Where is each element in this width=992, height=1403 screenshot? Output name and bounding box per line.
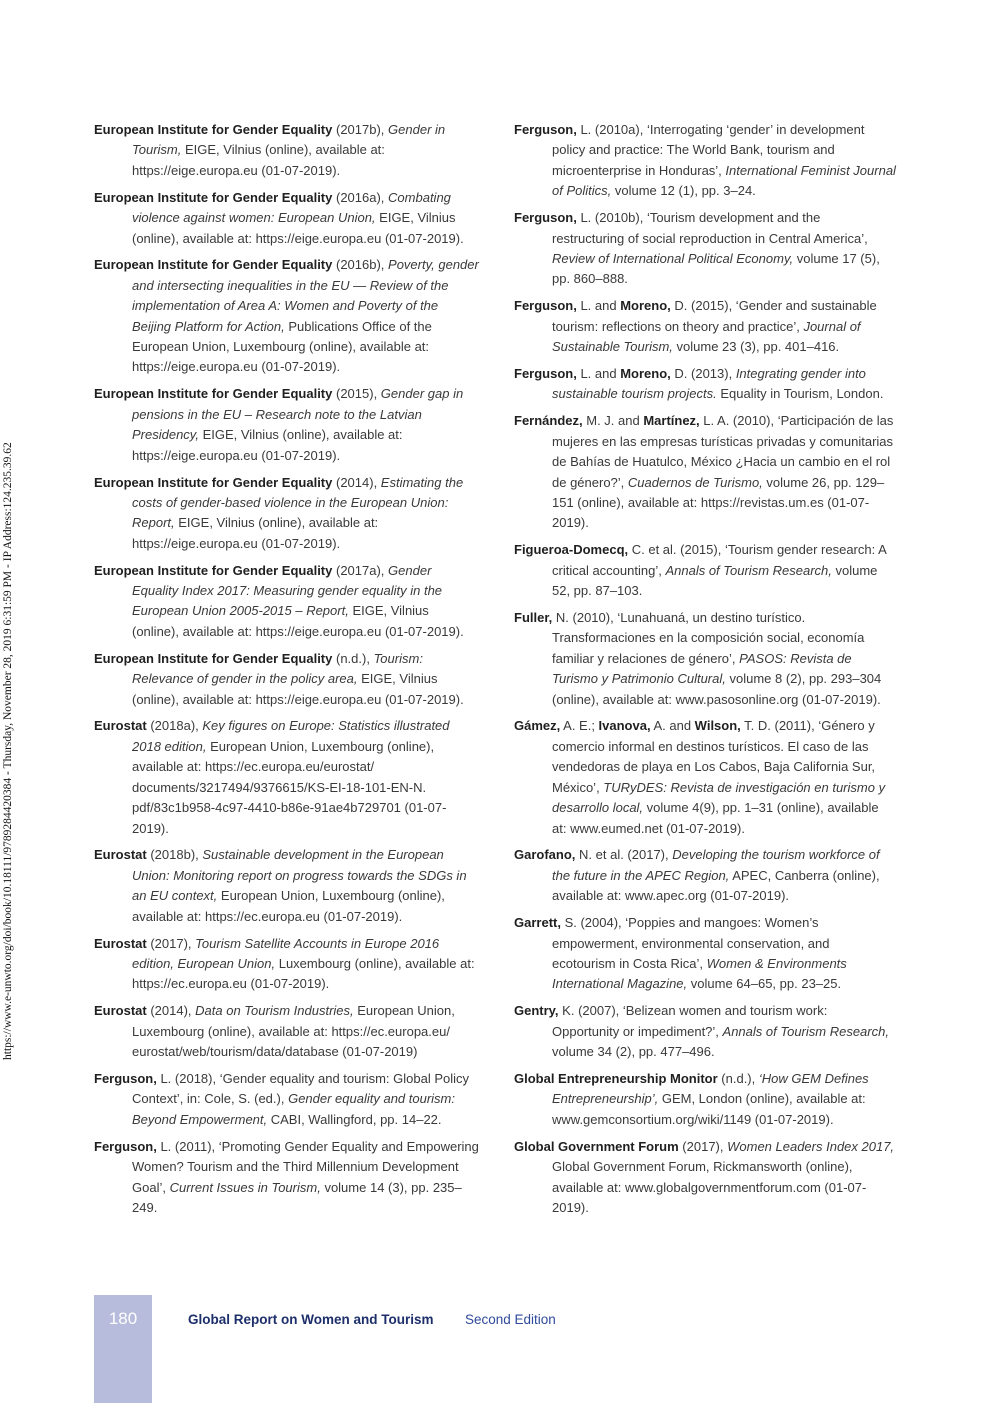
reference-entry: Garofano, N. et al. (2017), Developing the tourism workforce of the future in the APEC Region, APEC, Canberra (online), available at: www.apec.org (01-07-2019). bbox=[514, 847, 880, 904]
reference-entry: Ferguson, L. (2011), ‘Promoting Gender Equality and Empowering Women? Tourism and the Third Millennium Development Goal’, Current Issues in Tourism, volume 14 (3), pp. 235–249. bbox=[94, 1138, 479, 1215]
reference-entry: Global Entrepreneurship Monitor (n.d.), ‘How GEM Defines Entrepreneurship’, GEM, London (online), available at: www.gemconsortium.org/wiki/1149 (01-07-2019). bbox=[514, 1070, 869, 1127]
reference-entry: Garrett, S. (2004), ‘Poppies and mangoes: Women’s empowerment, environmental conservation, and ecotourism in Costa Rica’, Women & Environments International Magazine, volume 64–65, pp. 23–25. bbox=[514, 915, 847, 992]
reference-entry: Ferguson, L. (2010a), ‘Interrogating ‘gender’ in development policy and practice: The World Bank, tourism and microenterprise in Honduras’, International Feminist Journal of Politics, volume 12 (1), pp. 3–24. bbox=[514, 122, 896, 199]
reference-entry: Fuller, N. (2010), ‘Lunahuaná, un destino turístico. Transformaciones en la composición social, economía familiar y relaciones de género’, PASOS: Revista de Turismo y Patrimonio Cultural, volume 8 (2), pp. 293–304 (online), available at: www.pasosonline.org (01-07-2019). bbox=[514, 609, 882, 707]
reference-entry: Figueroa-Domecq, C. et al. (2015), ‘Tourism gender research: A critical accounting’, Annals of Tourism Research, volume 52, pp. 87–103. bbox=[514, 542, 887, 599]
reference-entry: Fernández, M. J. and Martínez, L. A. (2010), ‘Participación de las mujeres en las empresas turísticas privadas y comunitarias de Bahías de Huatulco, México ¿Hacia un cambio en el rol de género?’, Cuadernos de Turismo, volume 26, pp. 129–151 (online), available at: https://revistas.um.es (01-07-2019). bbox=[514, 413, 894, 531]
reference-entry: Eurostat (2017), Tourism Satellite Accounts in Europe 2016 edition, European Union, Luxembourg (online), available at: https://ec.europa.eu (01-07-2019). bbox=[94, 935, 475, 992]
reference-entry: European Institute for Gender Equality (2015), Gender gap in pensions in the EU – Research note to the Latvian Presidency, EIGE, Vilnius (online), available at: https://eige.europa.eu (01-07-2019). bbox=[94, 386, 464, 463]
page-number: 180 bbox=[108, 1309, 138, 1328]
references-right-column bbox=[514, 120, 896, 1225]
reference-entry: Eurostat (2018a), Key figures on Europe: Statistics illustrated 2018 edition, European Union, Luxembourg (online), available at: https://ec.europa.eu/eurostat/ documents/3217494/9376615/KS-EI-18-101-EN-N. pdf/83c1b958-4c97-4410-b86e-91ae4b729701 (01-07-2019). bbox=[94, 718, 450, 836]
reference-entry: European Institute for Gender Equality (2016b), Poverty, gender and intersecting inequalities in the EU — Review of the implementation of Area A: Women and Poverty of the Beijing Platform for Action, Publications Office of the European Union, Luxembourg (online), available at: https://eige.europa.eu (01-07-2019). bbox=[94, 257, 479, 375]
reference-entry: European Institute for Gender Equality (2014), Estimating the costs of gender-based violence in the European Union: Report, EIGE, Vilnius (online), available at: https://eige.europa.eu (01-07-2019). bbox=[94, 474, 464, 551]
reference-entry: European Institute for Gender Equality (2016a), Combating violence against women: European Union, EIGE, Vilnius (online), available at: https://eige.europa.eu (01-07-2019). bbox=[94, 189, 464, 246]
access-watermark: https://www.e-unwto.org/doi/book/10.18111/9789284420384 - Thursday, November 28, 2019 6:31:59 PM - IP Address:124.235.39.62 bbox=[2, 442, 14, 1060]
reference-entry: European Institute for Gender Equality (2017b), Gender in Tourism, EIGE, Vilnius (online), available at: https://eige.europa.eu (01-07-2019). bbox=[94, 122, 446, 178]
reference-entry: Gentry, K. (2007), ‘Belizean women and tourism work: Opportunity or impediment?’, Annals of Tourism Research, volume 34 (2), pp. 477–496. bbox=[514, 1003, 889, 1060]
reference-entry: Gámez, A. E.; Ivanova, A. and Wilson, T. D. (2011), ‘Género y comercio informal en destinos turísticos. El caso de las vendedoras de playa en Los Cabos, Baja California Sur, México’, TURyDES: Revista de investigación en turismo y desarrollo local, volume 4(9), pp. 1–31 (online), available at: www.eumed.net (01-07-2019). bbox=[514, 718, 886, 836]
reference-entry: Eurostat (2014), Data on Tourism Industries, European Union, Luxembourg (online), available at: https://ec.europa.eu/ eurostat/web/tourism/data/database (01-07-2019) bbox=[94, 1003, 455, 1060]
page-number-box bbox=[94, 1295, 152, 1403]
reference-entry: European Institute for Gender Equality (n.d.), Tourism: Relevance of gender in the policy area, EIGE, Vilnius (online), available at: https://eige.europa.eu (01-07-2019). bbox=[94, 650, 464, 707]
reference-entry: European Institute for Gender Equality (2017a), Gender Equality Index 2017: Measuring gender equality in the European Union 2005-2015 – Report, EIGE, Vilnius (online), available at: https://eige.europa.eu (01-07-2019). bbox=[94, 562, 464, 639]
reference-entry: Global Government Forum (2017), Women Leaders Index 2017, Global Government Forum, Rickmansworth (online), available at: www.globalgovernmentforum.com (01-07-2019). bbox=[514, 1138, 895, 1215]
references-left-column bbox=[94, 120, 479, 1225]
reference-entry: Ferguson, L. and Moreno, D. (2015), ‘Gender and sustainable tourism: reflections on theory and practice’, Journal of Sustainable Tourism, volume 23 (3), pp. 401–416. bbox=[514, 298, 877, 355]
footer-report-title: Global Report on Women and Tourism bbox=[188, 1312, 434, 1327]
reference-entry: Eurostat (2018b), Sustainable development in the European Union: Monitoring report on progress towards the SDGs in an EU context, European Union, Luxembourg (online), available at: https://ec.europa.eu (01-07-2019). bbox=[94, 847, 467, 924]
reference-entry: Ferguson, L. (2010b), ‘Tourism development and the restructuring of social reproduction in Central America’, Review of International Political Economy, volume 17 (5), pp. 860–888. bbox=[514, 210, 880, 287]
footer-edition: Second Edition bbox=[465, 1312, 556, 1327]
reference-entry: Ferguson, L. and Moreno, D. (2013), Integrating gender into sustainable tourism projects. Equality in Tourism, London. bbox=[514, 365, 884, 402]
reference-entry: Ferguson, L. (2018), ‘Gender equality and tourism: Global Policy Context’, in: Cole, S. (ed.), Gender equality and tourism: Beyond Empowerment, CABI, Wallingford, pp. 14–22. bbox=[94, 1070, 470, 1127]
